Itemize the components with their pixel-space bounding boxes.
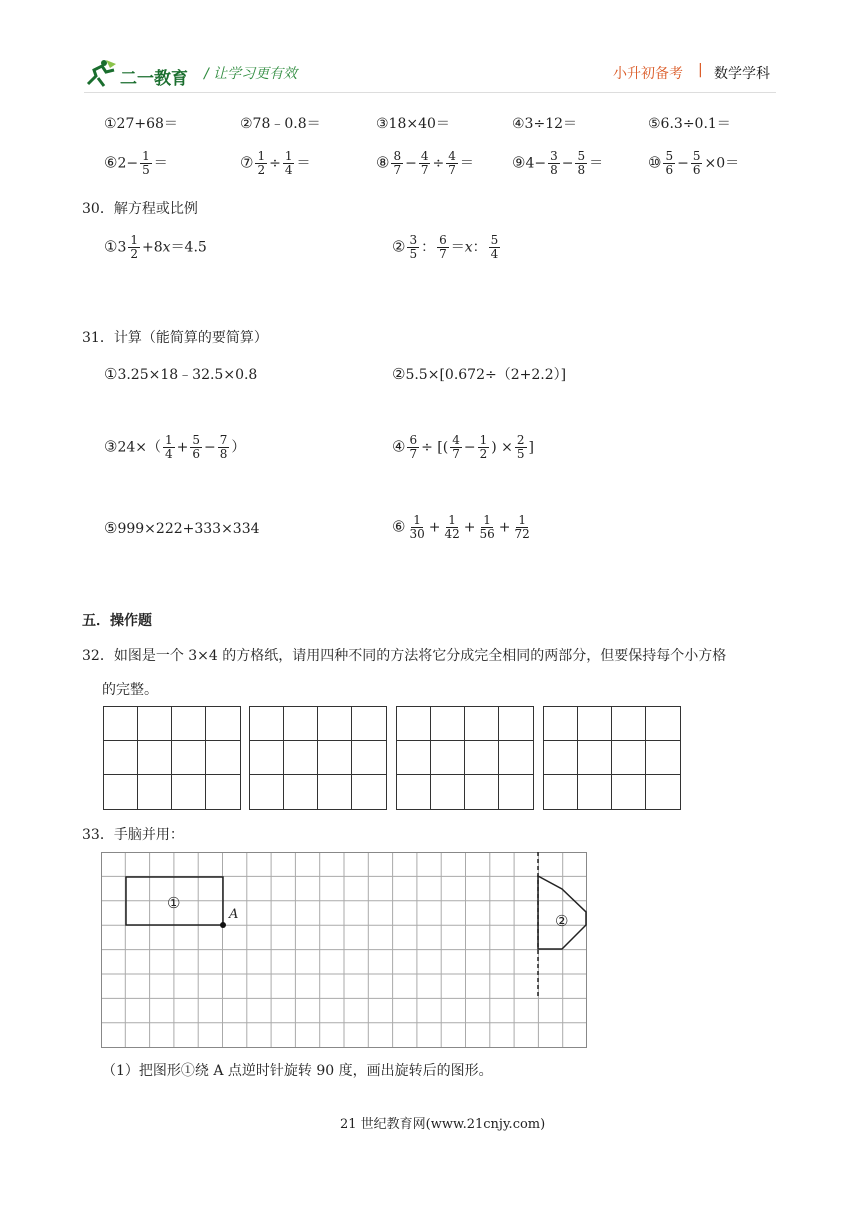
fraction (691, 150, 703, 177)
fraction (548, 150, 560, 177)
numerator: 5 (192, 433, 201, 447)
oral-item: ③18×40＝ (376, 116, 450, 132)
item-number: ② (392, 237, 406, 256)
grid-cell[interactable] (172, 741, 206, 775)
grid-cell[interactable] (138, 775, 172, 809)
oral-item (648, 150, 739, 177)
expr-text: 3 (117, 239, 127, 256)
oral-item (104, 150, 168, 177)
grid-cell[interactable] (250, 707, 284, 741)
denominator: 5 (142, 163, 150, 177)
numerator: 1 (142, 149, 150, 163)
grid-cell[interactable] (499, 707, 533, 741)
fraction (407, 514, 426, 541)
q30-equation-1 (104, 234, 207, 261)
grid-cell[interactable] (138, 707, 172, 741)
q32-line-1: 32．如图是一个 3×4 的方格纸，请用四种不同的方法将它分成完全相同的两部分，但要保持每个小方格 (82, 648, 727, 664)
expr-text: 24×（ (117, 439, 161, 456)
numerator: 4 (420, 149, 429, 163)
item-number: ⑥ (104, 153, 118, 172)
q31-item (104, 519, 260, 537)
grid-cell[interactable] (284, 775, 318, 809)
grid-cell[interactable] (284, 707, 318, 741)
denominator: 72 (514, 527, 530, 541)
denominator: 30 (409, 527, 425, 541)
numerator: 1 (413, 513, 421, 527)
fraction (407, 234, 419, 261)
grid-cell[interactable] (612, 707, 646, 741)
grid-cell[interactable] (499, 775, 533, 809)
denominator: 6 (192, 447, 201, 461)
numerator: 1 (257, 149, 266, 163)
q32-line-2: 的完整。 (102, 682, 158, 698)
fraction (515, 434, 527, 461)
expr-text: ） (231, 439, 246, 456)
grid-cell[interactable] (544, 707, 578, 741)
expr-text: + (428, 519, 441, 536)
fraction (446, 150, 458, 177)
item-number: ⑥ (392, 517, 406, 536)
grid-cell[interactable] (465, 707, 499, 741)
q33-grid-figure[interactable] (101, 852, 587, 1048)
expr-text: ： (472, 239, 487, 256)
grid-cell[interactable] (612, 741, 646, 775)
denominator: 7 (452, 447, 460, 461)
expr-text: − (204, 439, 216, 456)
item-number: ⑦ (240, 153, 254, 172)
grid-3x4-4[interactable] (543, 706, 681, 810)
slogan: / 让学习更有效 (204, 66, 298, 82)
grid-cell[interactable] (318, 707, 352, 741)
item-number: ⑤ (104, 519, 118, 537)
numerator: 5 (692, 149, 701, 163)
grid-cell[interactable] (284, 741, 318, 775)
denominator: 2 (257, 163, 266, 177)
item-number: ⑧ (376, 153, 390, 172)
denominator: 4 (284, 163, 293, 177)
grid-cell[interactable] (104, 741, 138, 775)
item-number: ① (104, 365, 118, 383)
expr-text: − (561, 155, 574, 172)
expr-text: − (463, 439, 476, 456)
fraction (489, 234, 501, 261)
item-number: ④ (392, 437, 406, 456)
denominator: 7 (420, 163, 429, 177)
fraction (575, 150, 587, 177)
grid-cell[interactable] (352, 741, 386, 775)
fraction (283, 150, 295, 177)
expr-text: +8 (142, 239, 163, 256)
oral-item (512, 150, 603, 177)
grid-cell[interactable] (431, 741, 465, 775)
grid-cell[interactable] (646, 707, 680, 741)
grid-cell[interactable] (578, 741, 612, 775)
oral-item (376, 150, 474, 177)
shape-1-label: ① (167, 894, 181, 912)
shape-2-label: ② (555, 912, 569, 930)
denominator: 6 (665, 163, 674, 177)
grid-cell[interactable] (544, 741, 578, 775)
numerator: 8 (393, 149, 402, 163)
denominator: 4 (490, 247, 499, 261)
grid-cell[interactable] (465, 775, 499, 809)
numerator: 1 (284, 149, 293, 163)
fraction (450, 434, 462, 461)
item-number: ③ (104, 437, 118, 456)
point-a-label: A (229, 907, 239, 922)
fraction (128, 234, 140, 261)
grid-cell[interactable] (104, 707, 138, 741)
numerator: 5 (577, 149, 586, 163)
numerator: 6 (439, 233, 447, 247)
expr-text: ＝ (589, 155, 604, 172)
denominator: 4 (165, 447, 173, 461)
fraction (419, 150, 431, 177)
fraction (513, 514, 532, 541)
expr-text: − (677, 155, 689, 172)
expr-text: 3.25×18﹣32.5×0.8 (117, 367, 258, 383)
grid-3x4-1[interactable] (103, 706, 241, 810)
grid-cell[interactable] (206, 741, 240, 775)
grid-cell[interactable] (318, 775, 352, 809)
numerator: 4 (448, 149, 456, 163)
expr-text: ] (528, 439, 534, 456)
header-divider: | (698, 62, 703, 78)
oral-item: ⑤6.3÷0.1＝ (648, 116, 731, 132)
oral-item (240, 150, 310, 177)
expr-text: + (498, 519, 511, 536)
expr-text: 5.5×[0.672÷（2+2.2）] (405, 367, 567, 383)
denominator: 7 (448, 163, 456, 177)
q31-item (104, 434, 245, 461)
item-number: ① (104, 237, 118, 256)
oral-item: ④3÷12＝ (512, 116, 578, 132)
fraction (255, 150, 267, 177)
expr-text: − (405, 155, 417, 172)
numerator: 3 (409, 233, 418, 247)
item-number: ⑨ (512, 153, 526, 172)
grid-cell[interactable] (206, 775, 240, 809)
denominator: 2 (130, 247, 139, 261)
grid-cell[interactable] (206, 707, 240, 741)
fraction (190, 434, 202, 461)
expr-text: ) × (491, 439, 513, 456)
grid-cell[interactable] (397, 775, 431, 809)
grid-cell[interactable] (250, 775, 284, 809)
numerator: 2 (516, 433, 525, 447)
expr-text: ÷ [( (421, 439, 449, 456)
grid-cell[interactable] (318, 741, 352, 775)
q31-item (392, 514, 534, 541)
grid-3x4-2[interactable] (249, 706, 387, 810)
numerator: 6 (409, 433, 418, 447)
expr-text: ＝ (296, 155, 311, 172)
expr-text: ÷ (269, 155, 281, 172)
numerator: 1 (518, 513, 526, 527)
variable-x: x (162, 239, 171, 256)
numerator: 7 (219, 433, 228, 447)
denominator: 5 (516, 447, 525, 461)
running-man-logo-icon (84, 58, 118, 88)
expr-text: ＝4.5 (170, 239, 207, 256)
grid-cell[interactable] (646, 775, 680, 809)
header-logo (84, 58, 194, 88)
grid-cell[interactable] (250, 741, 284, 775)
expr-text: ÷ (432, 155, 445, 172)
fraction (163, 434, 175, 461)
grid-cell[interactable] (431, 707, 465, 741)
grid-cell[interactable] (352, 707, 386, 741)
grid-cell[interactable] (544, 775, 578, 809)
grid-cell[interactable] (431, 775, 465, 809)
expr-text: + (176, 439, 189, 456)
variable-x: x (464, 239, 473, 256)
numerator: 3 (550, 149, 558, 163)
fraction (477, 514, 496, 541)
grid-cell[interactable] (578, 707, 612, 741)
expr-text: ＝ (153, 155, 168, 172)
denominator: 8 (550, 163, 558, 177)
header-subject-label: 数学学科 (714, 66, 770, 82)
denominator: 8 (577, 163, 586, 177)
grid-cell[interactable] (138, 741, 172, 775)
q33-title: 33．手脑并用： (82, 827, 184, 843)
q31-item (104, 364, 257, 384)
fraction (140, 150, 152, 177)
grid-cell[interactable] (172, 707, 206, 741)
numerator: 1 (448, 513, 456, 527)
denominator: 8 (219, 447, 228, 461)
denominator: 5 (409, 247, 418, 261)
fraction (663, 150, 675, 177)
section5-title: 五．操作题 (82, 613, 152, 629)
expr-text: ： (421, 239, 436, 256)
grid-cell[interactable] (465, 741, 499, 775)
grid-cell[interactable] (646, 741, 680, 775)
numerator: 5 (490, 233, 499, 247)
denominator: 7 (393, 163, 402, 177)
expr-text: ＝ (459, 155, 474, 172)
fraction (442, 514, 461, 541)
oral-item: ①27+68＝ (104, 116, 178, 132)
item-number: ⑩ (648, 153, 662, 172)
point-a-dot (220, 922, 226, 928)
q33-sub-1: （1）把图形①绕 A 点逆时针旋转 90 度，画出旋转后的图形。 (102, 1063, 493, 1079)
fraction (391, 150, 403, 177)
fraction (478, 434, 490, 461)
q31-item (392, 364, 566, 384)
logo-text: 二一教育 (120, 69, 188, 89)
numerator: 1 (165, 433, 173, 447)
grid-cell[interactable] (397, 741, 431, 775)
expr-text: + (463, 519, 476, 536)
grid-3x4-3[interactable] (396, 706, 534, 810)
numerator: 4 (452, 433, 460, 447)
fraction (437, 234, 449, 261)
numerator: 1 (479, 433, 488, 447)
fraction (407, 434, 419, 461)
item-number: ② (392, 365, 406, 383)
q30-equation-2 (392, 234, 502, 261)
expr-text: 4− (525, 155, 547, 172)
fraction (218, 434, 230, 461)
header-exam-label: 小升初备考 (613, 66, 683, 82)
expr-text: ＝ (450, 239, 465, 256)
expr-text: ×0＝ (704, 155, 740, 172)
denominator: 7 (409, 447, 418, 461)
header-rule (84, 92, 776, 93)
numerator: 5 (665, 149, 674, 163)
grid-cell[interactable] (499, 741, 533, 775)
q31-item (392, 434, 534, 461)
denominator: 56 (479, 527, 495, 541)
grid-cell[interactable] (612, 775, 646, 809)
oral-item: ②78﹣0.8＝ (240, 116, 321, 132)
grid-cell[interactable] (397, 707, 431, 741)
denominator: 2 (479, 447, 488, 461)
denominator: 7 (439, 247, 447, 261)
grid-cell[interactable] (352, 775, 386, 809)
q31-title: 31．计算（能简算的要简算） (82, 330, 268, 346)
footer-text: 21 世纪教育网(www.21cnjy.com) (340, 1117, 546, 1132)
expr-text: 2− (117, 155, 139, 172)
grid-cell[interactable] (578, 775, 612, 809)
grid-cell[interactable] (104, 775, 138, 809)
q30-title: 30．解方程或比例 (82, 201, 198, 217)
numerator: 1 (483, 513, 491, 527)
denominator: 6 (692, 163, 701, 177)
expr-text: 999×222+333×334 (117, 521, 260, 537)
numerator: 1 (130, 233, 139, 247)
grid-cell[interactable] (172, 775, 206, 809)
denominator: 42 (444, 527, 460, 541)
